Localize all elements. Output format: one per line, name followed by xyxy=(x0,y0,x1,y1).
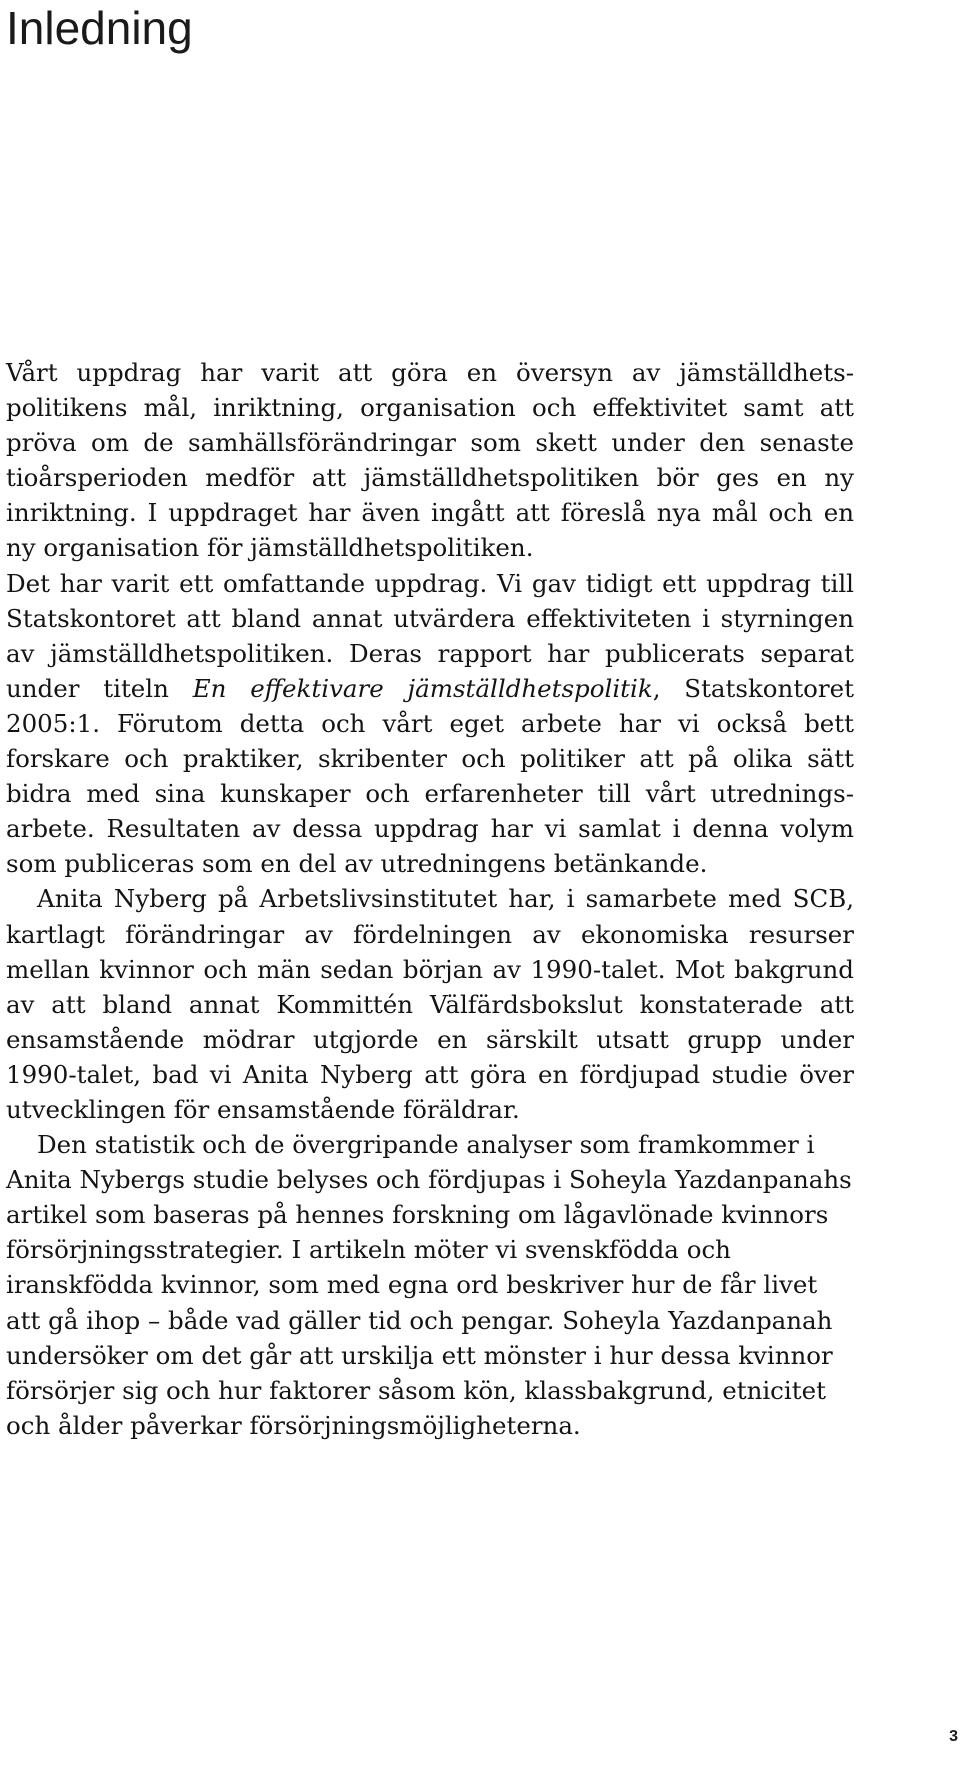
chapter-heading: Inledning xyxy=(6,2,193,54)
paragraph-2-text-start: Det har varit ett omfattande uppdrag. Vi gav tidigt ett uppdrag till Statskontoret att bland annat utvärdera effektiviteten i styrningen av jämställdhetspolitiken. Deras rapport har publicerats separat under titeln xyxy=(6,568,854,703)
paragraph-2 xyxy=(6,566,854,882)
page-number: 3 xyxy=(949,1728,958,1745)
paragraph-4: Den statistik och de övergripande analyser som framkommer i Anita Nybergs studie belyses och fördjupas i Soheyla Yazdanpanahs artikel som baseras på hennes forskning om lågavlönade kvinnors försörjningsstrategier. I artikeln möter vi svenskfödda och iranskfödda kvinnor, som med egna ord beskriver hur de får livet att gå ihop – både vad gäller tid och pengar. Soheyla Yazdanpanah undersöker om det går att urskilja ett mönster i hur dessa kvinnor försörjer sig och hur faktorer såsom kön, klassbakgrund, etnicitet och ålder påverkar försörjningsmöjligheterna. xyxy=(6,1130,852,1440)
paragraph-2-text-end: , Statskontoret 2005:1. Förutom detta och vårt eget arbete har vi också bett forskare och praktiker, skribenter och politiker att på olika sätt bidra med sina kunskaper och erfarenheter till vårt utredningsarbete. Resultaten av dessa uppdrag har vi samlat i denna volym som publiceras som en del av utredningens betänkande. xyxy=(6,673,854,879)
body-text xyxy=(6,355,854,1443)
paragraph-3: Anita Nyberg på Arbetslivsinstitutet har, i samarbete med SCB, kartlagt förändringar av fördelningen av ekonomiska resurser mellan kvinnor och män sedan början av 1990-talet. Mot bakgrund av att bland annat Kommittén Välfärdsbokslut konstaterade att ensamstående mödrar utgjorde en särskilt utsatt grupp under 1990-talet, bad vi Anita Nyberg att göra en fördjupad studie över utvecklingen för ensamstående föräldrar. xyxy=(6,884,854,1124)
report-title: En effektivare jämställdhetspolitik xyxy=(192,673,653,703)
paragraph-1: Vårt uppdrag har varit att göra en översyn av jämställdhetspolitikens mål, inriktning, organisation och effektivitet samt att pröva om de samhällsförändringar som skett under den senaste tioårsperioden medför att jämställdhetspolitiken bör ges en ny inriktning. I uppdraget har även ingått att föreslå nya mål och en ny organisation för jämställdhetspolitiken. xyxy=(6,358,854,563)
